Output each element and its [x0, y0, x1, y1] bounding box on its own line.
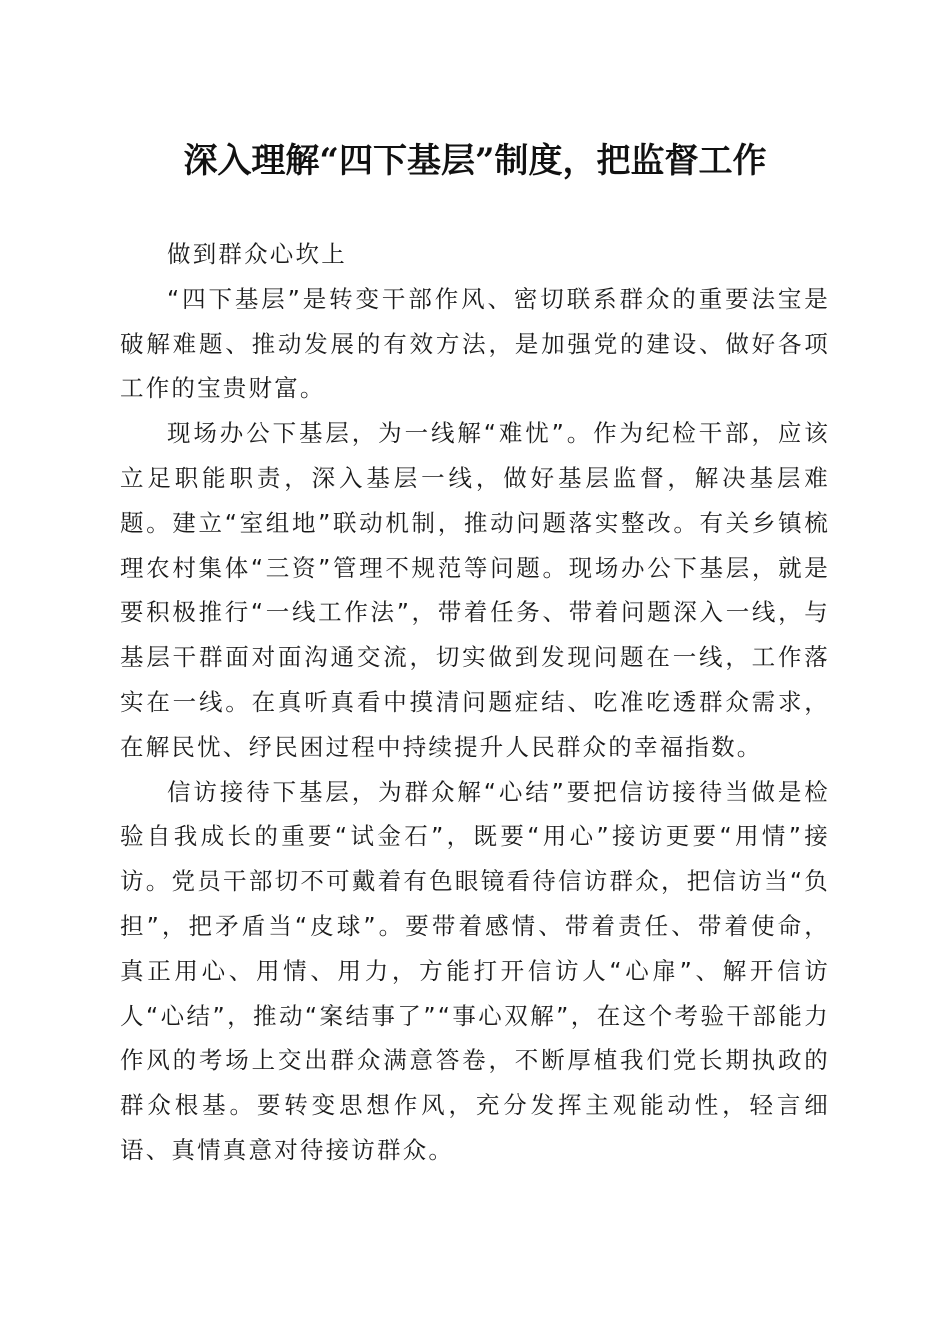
paragraph-petition-reception: 信访接待下基层，为群众解“心结”要把信访接待当做是检验自我成长的重要“试金石”，既要“用心”接访更要“用情”接访。党员干部切不可戴着有色眼镜看待信访群众，把信访当“负担”，把矛盾当“皮球”。要带着感情、带着责任、带着使命，真正用心、用情、用力，方能打开信访人“心扉”、解开信访人“心结”，推动“案结事了”“事心双解”，在这个考验干部能力作风的考场上交出群众满意答卷，不断厚植我们党长期执政的群众根基。要转变思想作风，充分发挥主观能动性，轻言细语、真情真意对待接访群众。 — [120, 777, 830, 1164]
paragraph-subtitle: 做到群众心坎上 — [167, 240, 347, 268]
document-title: 深入理解“四下基层”制度，把监督工作 — [183, 141, 767, 181]
paragraph-intro: “四下基层”是转变干部作风、密切联系群众的重要法宝是破解难题、推动发展的有效方法，是加强党的建设、做好各项工作的宝贵财富。 — [120, 284, 830, 403]
document-body — [120, 232, 830, 1173]
paragraph-onsite-office: 现场办公下基层，为一线解“难忧”。作为纪检干部，应该立足职能职责，深入基层一线，做好基层监督，解决基层难题。建立“室组地”联动机制，推动问题落实整改。有关乡镇梳理农村集体“三资”管理不规范等问题。现场办公下基层，就是要积极推行“一线工作法”，带着任务、带着问题深入一线，与基层干群面对面沟通交流，切实做到发现问题在一线，工作落实在一线。在真听真看中摸清问题症结、吃准吃透群众需求，在解民忧、纾民困过程中持续提升人民群众的幸福指数。 — [120, 419, 830, 761]
